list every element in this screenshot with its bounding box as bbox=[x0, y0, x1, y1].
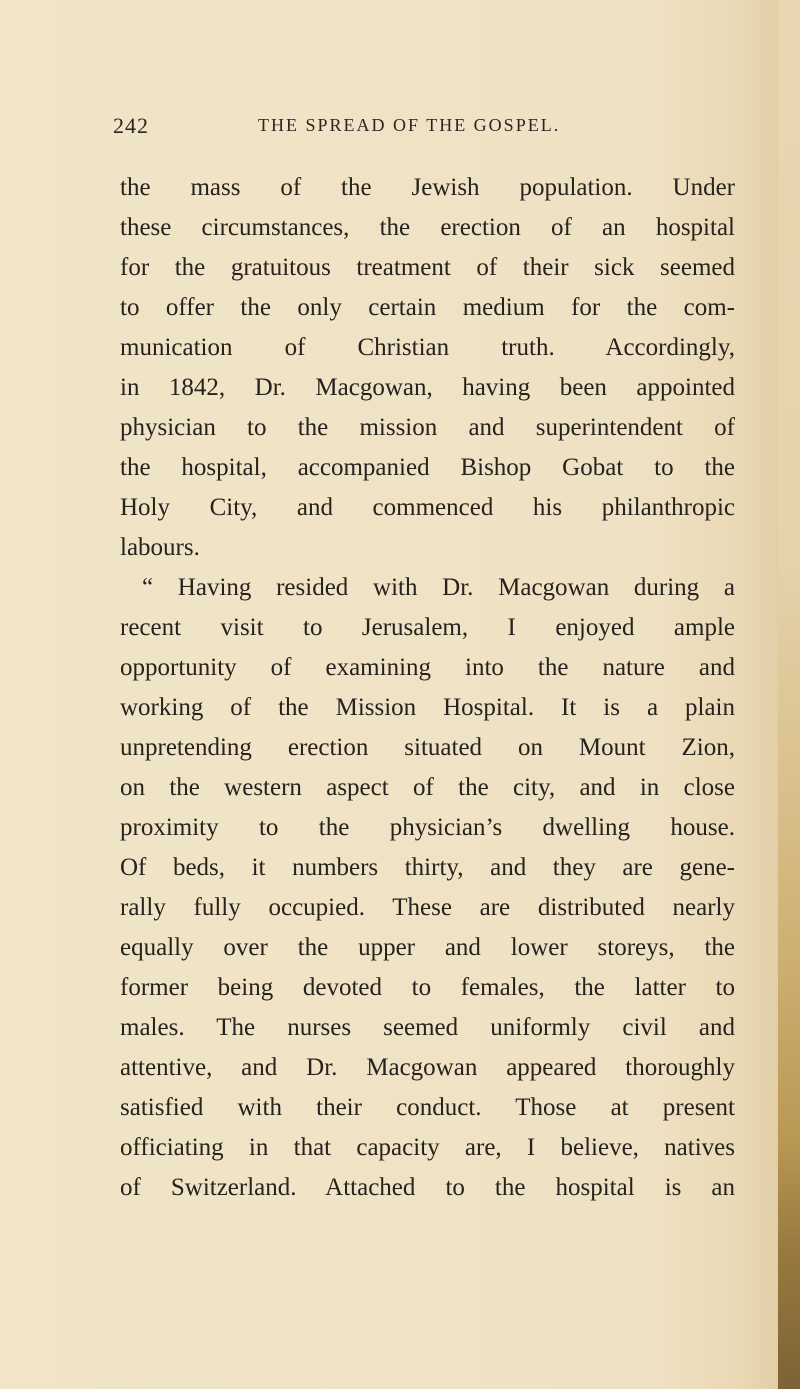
text-line: the mass of the Jewish population. Under bbox=[120, 174, 735, 201]
page-edge-shadow bbox=[778, 0, 800, 1389]
text-line: of Switzerland. Attached to the hospital is an bbox=[120, 1174, 735, 1201]
text-line: proximity to the physician’s dwelling house. bbox=[120, 814, 735, 841]
text-line: unpretending erection situated on Mount Zion, bbox=[120, 734, 735, 761]
text-line: officiating in that capacity are, I believe, natives bbox=[120, 1134, 735, 1161]
text-line: Of beds, it numbers thirty, and they are gene- bbox=[120, 854, 735, 881]
text-line: working of the Mission Hospital. It is a plain bbox=[120, 694, 735, 721]
text-line: opportunity of examining into the nature and bbox=[120, 654, 735, 681]
text-line: “ Having resided with Dr. Macgowan during a bbox=[142, 574, 735, 601]
text-line: rally fully occupied. These are distributed nearly bbox=[120, 894, 735, 921]
text-line: Holy City, and commenced his philanthropic bbox=[120, 494, 735, 521]
page-number: 242 bbox=[113, 113, 149, 138]
text-line: recent visit to Jerusalem, I enjoyed ample bbox=[120, 614, 735, 641]
running-title: THE SPREAD OF THE GOSPEL. bbox=[258, 115, 561, 135]
text-line: for the gratuitous treatment of their sick seemed bbox=[120, 254, 735, 281]
text-line: on the western aspect of the city, and in close bbox=[120, 774, 735, 801]
text-line: to offer the only certain medium for the com- bbox=[120, 294, 735, 321]
text-line: these circumstances, the erection of an hospital bbox=[120, 214, 735, 241]
text-line: in 1842, Dr. Macgowan, having been appointed bbox=[120, 374, 735, 401]
text-line: munication of Christian truth. Accordingly, bbox=[120, 334, 735, 361]
text-line: equally over the upper and lower storeys, the bbox=[120, 934, 735, 961]
text-line: physician to the mission and superintendent of bbox=[120, 414, 735, 441]
text-line: labours. bbox=[120, 534, 200, 561]
text-line: satisfied with their conduct. Those at present bbox=[120, 1094, 735, 1121]
text-line: attentive, and Dr. Macgowan appeared thoroughly bbox=[120, 1054, 735, 1081]
text-line: former being devoted to females, the latter to bbox=[120, 974, 735, 1001]
body-text bbox=[120, 168, 735, 1208]
text-line: the hospital, accompanied Bishop Gobat to the bbox=[120, 454, 735, 481]
text-line: males. The nurses seemed uniformly civil and bbox=[120, 1014, 735, 1041]
page-header bbox=[0, 113, 800, 143]
